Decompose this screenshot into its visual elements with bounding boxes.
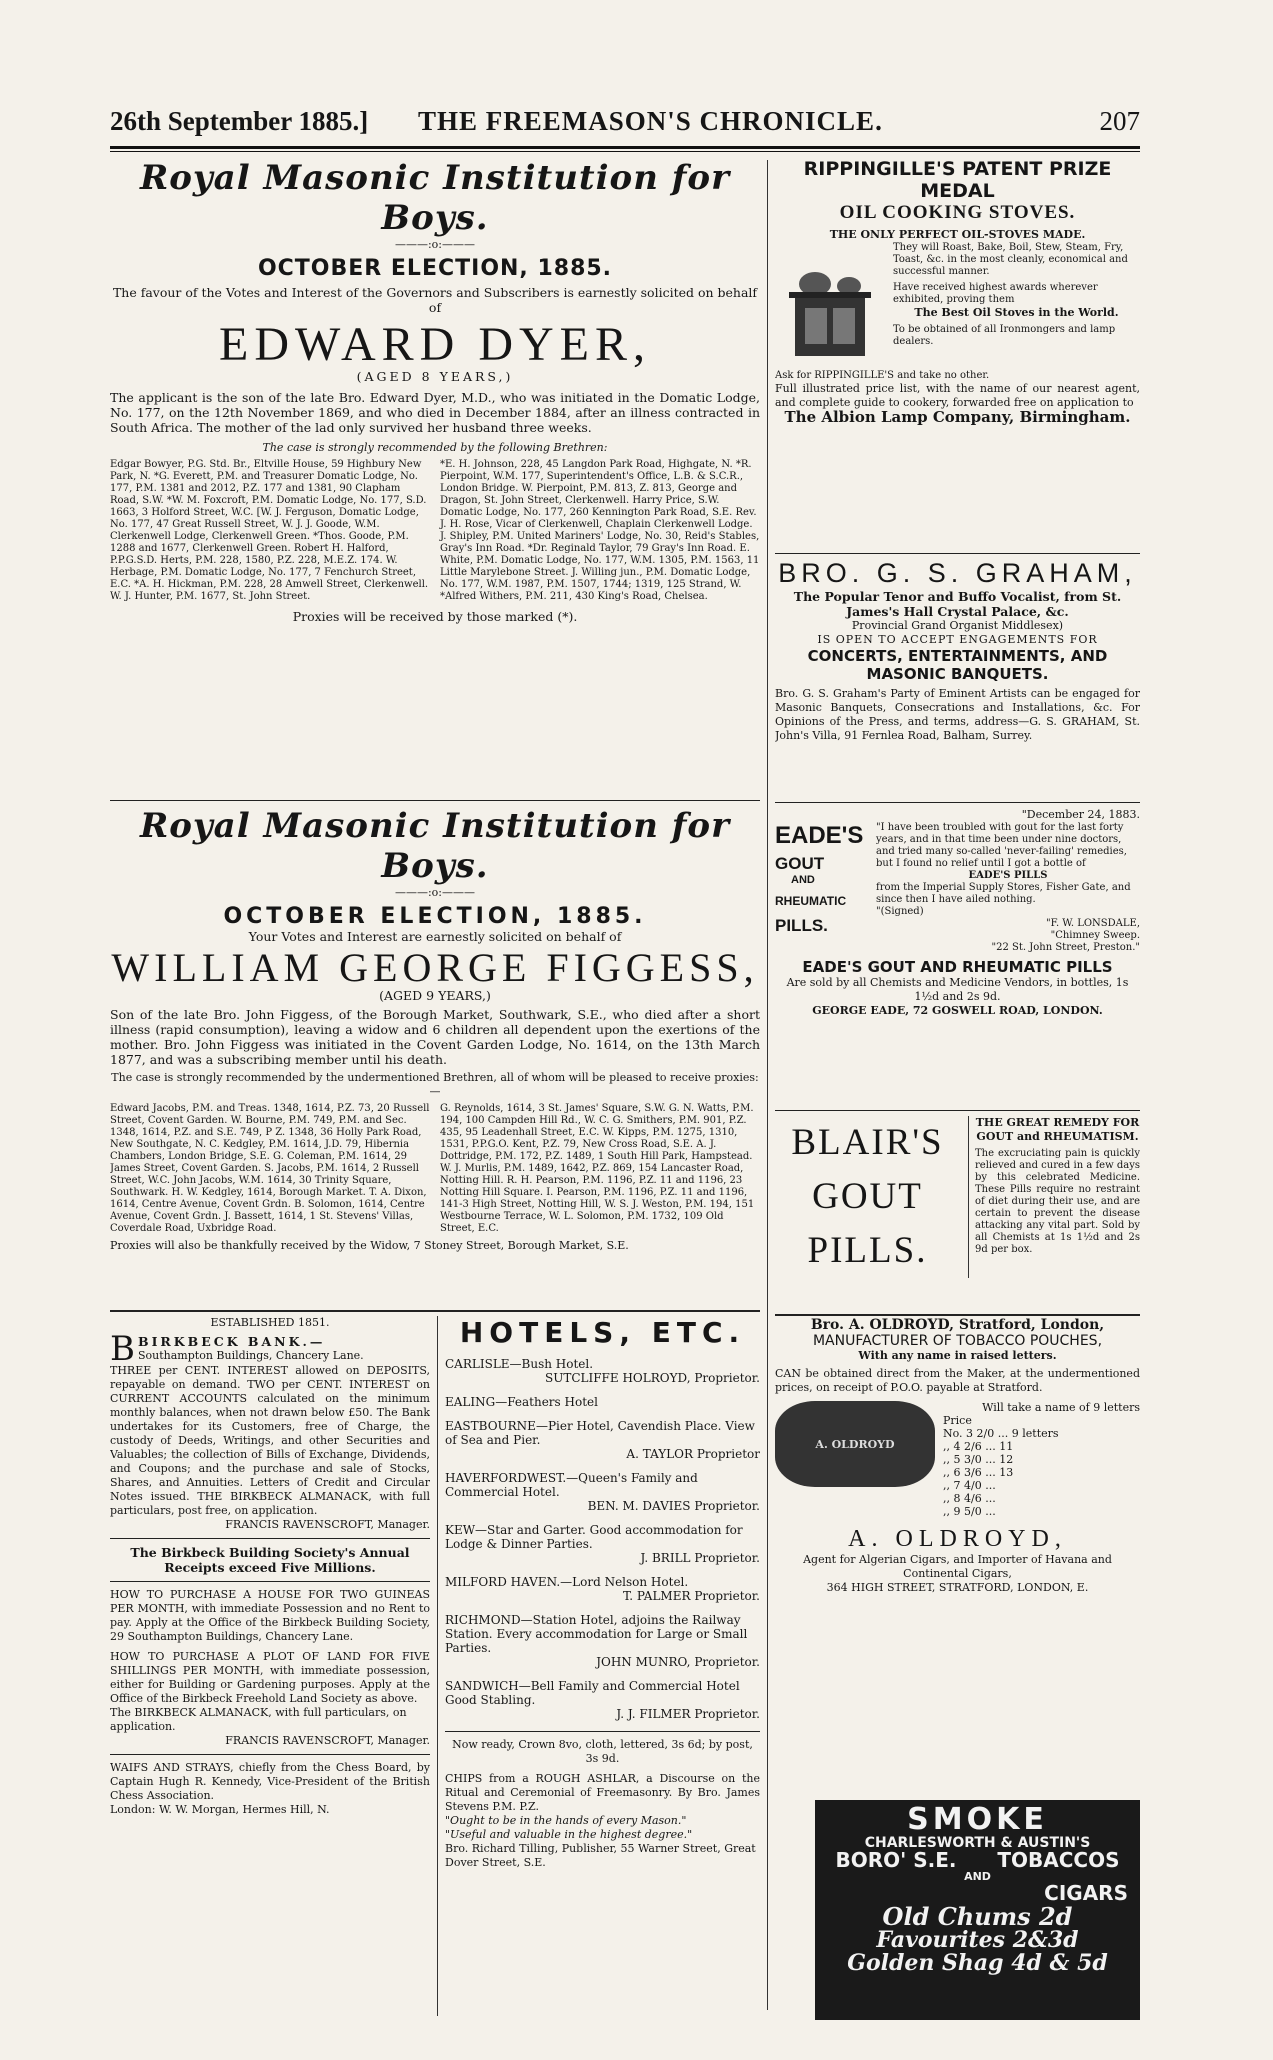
hotel-text: CARLISLE—Bush Hotel. — [445, 1357, 594, 1371]
ashlar-ad: CHIPS from a ROUGH ASHLAR, a Discourse on the Ritual and Ceremonial of Freemasonry. By Bro. James Stevens P.M. P.Z. — [445, 1772, 760, 1813]
divider: ———:o:——— — [394, 886, 476, 899]
bank-address: Southampton Buildings, Chancery Lane. — [138, 1349, 364, 1362]
manager-sign: FRANCIS RAVENSCROFT, Manager. — [225, 1734, 430, 1747]
price-value: 4/0 ... — [964, 1479, 996, 1492]
blair-remedy: THE GREAT REMEDY FOR GOUT and RHEUMATISM. — [975, 1116, 1140, 1143]
ashlar-quote: "Ought to be in the hands of every Mason." — [445, 1814, 687, 1827]
brethren-right: G. Reynolds, 1614, 3 St. James' Square, S.W. G. N. Watts, P.M. 194, 100 Campden Hill Rd., W. C. G. Smithers, P.M. 901, P.Z. 435, 95 Leadenhall Street, E.C. W. Kipps, P.M. 1275, 1310, 1531, P.P.G.O. Kent, P.Z. 79, New Cross Road, S.E. A. J. Dottridge, P.M. 172, P.Z. 1489, 1 South Hill Park, Hampstead. W. J. Murlis, P.M. 1489, 1642, P.Z. 869, 154 Lancaster Road, Notting Hill. R. H. Pearson, P.M. 1196, P.Z. 11 and 1196, 23 Notting Hill Square. I. Pearson, P.M. 1196, P.Z. 11 and 1196, 141-3 High Street, Notting Hill, W. S. J. Weston, P.M. 194, 151 Westbourne Terrace, W. L. Solomon, P.M. 1732, 109 Old Street, E.C. — [440, 1103, 755, 1234]
price-row — [943, 1479, 1140, 1492]
eade-letter-block — [876, 822, 1140, 954]
hotel-entry — [445, 1357, 760, 1385]
dropcap-b: B — [110, 1329, 135, 1369]
candidate-name: EDWARD DYER, — [219, 318, 651, 371]
society-note: The Birkbeck Building Society's Annual Receipts exceed Five Millions. — [130, 1545, 410, 1575]
boys-title: Royal Masonic Institution for Boys. — [139, 806, 731, 886]
boys-ad-figgess — [110, 806, 760, 1308]
bank-title-block — [110, 1329, 430, 1369]
house-ad: HOW TO PURCHASE A HOUSE FOR TWO GUINEAS PER MONTH, with immediate Possession and no Rent to pay. Apply at the Office of the Birkbeck Building Society, 29 Southampton Buildings, Chancery Lane. — [110, 1588, 430, 1643]
rule — [775, 553, 1140, 554]
banner-line: Old Chums 2d — [882, 1901, 1073, 1931]
hotel-proprietor: T. PALMER Proprietor. — [622, 1589, 760, 1603]
hotel-proprietor: J. BRILL Proprietor. — [640, 1551, 760, 1565]
hotel-entry — [445, 1419, 760, 1461]
hotel-entry — [445, 1679, 760, 1721]
eade-testimonial — [775, 822, 1140, 954]
banner-line: CHARLESWORTH & AUSTIN'S — [864, 1834, 1091, 1851]
hotel-text: EASTBOURNE—Pier Hotel, Cavendish Place. View of Sea and Pier. — [445, 1419, 755, 1447]
oldroyd-ad — [775, 1318, 1140, 1798]
stoves-text1: They will Roast, Bake, Boil, Stew, Steam, Fry, Toast, &c. in the most cleanly, economical and successful manner. — [893, 242, 1128, 277]
boys-title: Royal Masonic Institution for Boys. — [139, 158, 731, 238]
banner-row — [815, 1850, 1140, 1871]
banner-line: BORO' S.E. — [835, 1848, 957, 1873]
rule — [775, 802, 1140, 803]
banner-line: SMOKE — [907, 1802, 1048, 1837]
candidate-name: WILLIAM GEORGE FIGGESS, — [111, 945, 759, 990]
almanack-note: The BIRKBECK ALMANACK, with full particulars, on application. — [110, 1706, 407, 1733]
oldroyd-text: CAN be obtained direct from the Maker, at the undermentioned prices, on receipt of P.O.O. payable at Stratford. — [775, 1367, 1140, 1394]
eade-date: "December 24, 1883. — [1021, 808, 1140, 821]
waifs-ad: WAIFS AND STRAYS, chiefly from the Chess Board, by Captain Hugh R. Kennedy, Vice-President of the British Chess Association. — [110, 1761, 430, 1802]
blair-text: The excruciating pain is quickly relieved and cured in a few days by this celebrated Medicine. These Pills require no restraint of diet during their use, and are certain to prevent the disease attacking any vital part. Sold by all Chemists at 1s 1½d and 2s 9d per box. — [975, 1148, 1140, 1255]
graham-organist: Provincial Grand Organist Middlesex) — [851, 619, 1064, 632]
header-rule — [110, 146, 1140, 149]
waifs-publisher: London: W. W. Morgan, Hermes Hill, N. — [110, 1803, 330, 1816]
eade-sold: Are sold by all Chemists and Medicine Vendors, in bottles, 1s 1½d and 2s 9d. — [786, 976, 1129, 1003]
rule — [110, 1538, 430, 1539]
eade-signed: "(Signed) — [876, 906, 924, 917]
oldroyd-sub: MANUFACTURER OF TOBACCO POUCHES, — [812, 1333, 1103, 1349]
header-title: THE FREEMASON'S CHRONICLE. — [418, 106, 883, 136]
price-note: Will take a name of 9 letters — [982, 1401, 1140, 1414]
pouch-illustration — [775, 1401, 935, 1487]
eade-word: GOUT — [775, 854, 825, 873]
hotel-entry — [445, 1613, 760, 1669]
eade-word: RHEUMATIC — [775, 894, 847, 908]
candidate-age: (AGED 8 YEARS,) — [356, 369, 514, 384]
ashlar-publisher: Bro. Richard Tilling, Publisher, 55 Warner Street, Great Dover Street, S.E. — [445, 1842, 756, 1869]
oldroyd-address: 364 HIGH STREET, STRATFORD, LONDON, E. — [826, 1581, 1089, 1594]
divider: ———:o:——— — [394, 238, 476, 251]
price-value: 2/6 ... — [964, 1440, 996, 1453]
blair-word: BLAIR'S — [791, 1122, 944, 1163]
price-letters: 12 — [999, 1453, 1014, 1466]
price-no: No. 3 — [943, 1427, 974, 1440]
hotel-entry — [445, 1523, 760, 1565]
recommend-line: The case is strongly recommended by the undermentioned Brethren, all of whom will be pleased to receive proxies:— — [111, 1071, 759, 1098]
established: ESTABLISHED 1851. — [210, 1316, 330, 1329]
eade-letter2: from the Imperial Supply Stores, Fisher Gate, and since then I have ailed nothing. — [876, 882, 1131, 905]
section-rule — [110, 1310, 760, 1312]
price-no: ,, 7 — [943, 1479, 961, 1492]
graham-title: BRO. G. S. GRAHAM, — [778, 558, 1137, 588]
eade-letter: "I have been troubled with gout for the last forty years, and in that time been under nine doctors, and tried many so-called 'never-failing' remedies, but I found no relief until I got a bottle of — [876, 822, 1127, 869]
section-rule — [110, 800, 760, 801]
price-row — [943, 1466, 1140, 1479]
price-letters: 9 letters — [1011, 1427, 1059, 1440]
hotel-proprietor: BEN. M. DAVIES Proprietor. — [587, 1499, 760, 1513]
banner-line: TOBACCOS — [997, 1848, 1120, 1873]
eade-maker: GEORGE EADE, 72 GOSWELL ROAD, LONDON. — [812, 1004, 1103, 1017]
blair-layout — [775, 1116, 1140, 1278]
proxies-note: Proxies will be received by those marked (*). — [292, 609, 578, 624]
proxies-note: Proxies will also be thankfully received by the Widow, 7 Stoney Street, Borough Market, S.E. — [110, 1239, 629, 1252]
stoves-text5: Full illustrated price list, with the name of our nearest agent, and complete guide to cookery, forwarded free on application to — [775, 382, 1140, 409]
stoves-text4: Ask for RIPPINGILLE'S and take no other. — [775, 370, 990, 381]
price-value: 4/6 ... — [964, 1492, 996, 1505]
blair-ad — [775, 1116, 1140, 1312]
ashlar-quote: "Useful and valuable in the highest degree." — [445, 1828, 693, 1841]
stoves-title: RIPPINGILLE'S PATENT PRIZE MEDAL — [803, 158, 1112, 202]
hotel-proprietor: SUTCLIFFE HOLROYD, Proprietor. — [544, 1371, 760, 1385]
rule — [445, 1731, 760, 1732]
stoves-company: The Albion Lamp Company, Birmingham. — [784, 408, 1131, 426]
hotel-entry — [445, 1395, 760, 1409]
price-value: 3/0 ... — [964, 1453, 996, 1466]
favour-text: Your Votes and Interest are earnestly solicited on behalf of — [248, 929, 622, 944]
stoves-best: The Best Oil Stoves in the World. — [914, 306, 1119, 319]
price-letters: 13 — [999, 1466, 1014, 1479]
stoves-text3: To be obtained of all Ironmongers and lamp dealers. — [893, 324, 1116, 347]
candidate-age: (AGED 9 YEARS,) — [379, 988, 491, 1003]
eade-word: EADE'S — [775, 822, 864, 849]
graham-text: Bro. G. S. Graham's Party of Eminent Artists can be engaged for Masonic Banquets, Consecrations and Installations, &c. For Opinions of the Press, and terms, address—G. S. GRAHAM, St. John's Villa, 91 Fernlea Road, Balham, Surrey. — [775, 687, 1140, 742]
rule — [775, 1110, 1140, 1111]
page-header — [110, 106, 1140, 146]
hotel-proprietor: J. J. FILMER Proprietor. — [616, 1707, 760, 1721]
price-row — [943, 1505, 1140, 1518]
hotel-entry — [445, 1575, 760, 1603]
brethren-list — [110, 459, 760, 603]
hotel-entry — [445, 1471, 760, 1513]
graham-sub: The Popular Tenor and Buffo Vocalist, from St. James's Hall Crystal Palace, &c. — [793, 589, 1122, 619]
eade-pills: EADE'S PILLS — [968, 870, 1048, 881]
rule — [110, 1581, 430, 1582]
header-rule-thin — [110, 151, 1140, 152]
hotels-title: HOTELS, ETC. — [459, 1316, 746, 1349]
banner-line: Favourites 2&3d — [876, 1926, 1079, 1953]
stoves-subtitle: OIL COOKING STOVES. — [839, 202, 1076, 223]
eade-title: EADE'S GOUT AND RHEUMATIC PILLS — [802, 958, 1113, 976]
oldroyd-title: Bro. A. OLDROYD, Stratford, London, — [810, 1318, 1105, 1333]
election-heading: OCTOBER ELECTION, 1885. — [223, 904, 647, 929]
graham-open: IS OPEN TO ACCEPT ENGAGEMENTS FOR — [817, 633, 1098, 646]
brethren-left: Edward Jacobs, P.M. and Treas. 1348, 1614, P.Z. 73, 20 Russell Street, Covent Garden. W. Bourne, P.M. 749, P.M. and Sec. 1348, 1614, P.Z. and S.E. 749, P Z. 1348, 36 Holly Park Road, New Southgate, N. C. Kedgley, P.M. 1614, J.D. 79, Hibernia Chambers, London Bridge, S.E. G. Coleman, P.M. 1614, 29 James Street, Covent Garden. S. Jacobs, P.M. 1614, 2 Russell Street, W.C. John Jacobs, W.M. 1614, 30 Trinity Square, Southwark. H. W. Kedgley, 1614, Borough Market. T. A. Dixon, 1614, Centre Avenue, Covent Grdn. B. Solomon, 1614, Centre Avenue, Covent Grdn. J. Bassett, 1614, 1 St. Stevens' Villas, Coverdale Road, Uxbridge Road. — [110, 1103, 430, 1234]
hotel-text: MILFORD HAVEN.—Lord Nelson Hotel. — [445, 1575, 689, 1589]
election-heading: OCTOBER ELECTION, 1885. — [257, 256, 613, 281]
eade-name: "F. W. LONSDALE, — [1045, 918, 1140, 929]
banner-line: AND — [964, 1870, 991, 1884]
price-no: ,, 5 — [943, 1453, 961, 1466]
price-row — [943, 1440, 1140, 1453]
graham-ad — [775, 558, 1140, 798]
price-header: Price — [943, 1414, 972, 1427]
hotel-text: HAVERFORDWEST.—Queen's Family and Commercial Hotel. — [445, 1471, 698, 1499]
price-no: ,, 6 — [943, 1466, 961, 1479]
price-no: ,, 9 — [943, 1505, 961, 1518]
favour-text: The favour of the Votes and Interest of the Governors and Subscribers is earnestly solicited on behalf of — [112, 285, 758, 315]
blair-text-block — [968, 1116, 1140, 1278]
blair-words — [775, 1116, 960, 1278]
recommend-line: The case is strongly recommended by the following Brethren: — [262, 441, 608, 454]
ashlar-ready: Now ready, Crown 8vo, cloth, lettered, 3s 6d; by post, 3s 9d. — [452, 1738, 753, 1765]
hotels-ad — [445, 1316, 760, 2016]
banner-line: Golden Shag 4d & 5d — [847, 1950, 1108, 1977]
hotel-text: KEW—Star and Garter. Good accommodation for Lodge & Dinner Parties. — [445, 1523, 743, 1551]
stoves-tag: THE ONLY PERFECT OIL-STOVES MADE. — [829, 228, 1086, 241]
hotel-proprietor: A. TAYLOR Proprietor — [626, 1447, 760, 1461]
brethren-list — [110, 1103, 760, 1235]
stove-illustration — [775, 246, 885, 366]
oldroyd-name: A. OLDROYD, — [848, 1526, 1067, 1552]
price-value: 2/0 ... — [976, 1427, 1009, 1440]
tobacco-banner — [815, 1800, 1140, 2020]
price-row — [943, 1427, 1140, 1440]
eade-word: PILLS. — [775, 916, 828, 935]
hotel-list — [445, 1357, 760, 1721]
eade-word: AND — [791, 874, 815, 886]
price-row — [943, 1492, 1140, 1505]
brethren-right: *E. H. Johnson, 228, 45 Langdon Park Road, Highgate, N. *R. Pierpoint, W.M. 177, Superintendent's Office, L.B. & S.C.R., London Bridge. W. Pierpoint, P.M. 813, Z. 813, George and Dragon, St. John Street, Clerkenwell. Harry Price, S.W. Domatic Lodge, No. 177, 260 Kennington Park Road, S.E. Rev. J. H. Rose, Vicar of Clerkenwell, Chaplain Clerkenwell Lodge. J. Shipley, P.M. United Mariners' Lodge, No. 30, Reid's Stables, Gray's Inn Road. *Dr. Reginald Taylor, 79 Gray's Inn Road. E. White, P.M. Domatic Lodge, No. 177, W.M. 1305, P.M. 1563, 11 Little Marylebone Street. J. Willing jun., P.M. Domatic Lodge, No. 177, W.M. 1987, P.M. 1507, 1744; 1319, 125 Strand, W. *Alfred Withers, P.M. 211, 430 King's Road, Chelsea. — [440, 459, 760, 602]
oldroyd-agent: Agent for Algerian Cigars, and Importer of Havana and Continental Cigars, — [803, 1553, 1112, 1580]
hotel-text: RICHMOND—Station Hotel, adjoins the Railway Station. Every accommodation for Large or Small Parties. — [445, 1613, 748, 1655]
eade-words — [775, 822, 870, 954]
bank-manager: FRANCIS RAVENSCROFT, Manager. — [225, 1518, 430, 1531]
land-ad: HOW TO PURCHASE A PLOT OF LAND FOR FIVE SHILLINGS PER MONTH, with immediate possession, either for Building or Gardening purposes. Apply at the Office of the Birkbeck Freehold Land Society as above. — [110, 1650, 430, 1705]
header-date: 26th September 1885.] — [110, 106, 369, 136]
eade-ad — [775, 808, 1140, 1106]
hotel-text: EALING—Feathers Hotel — [445, 1395, 598, 1409]
oldroyd-with: With any name in raised letters. — [858, 1349, 1057, 1362]
birkbeck-ad — [110, 1316, 430, 2016]
bank-text: THREE per CENT. INTEREST allowed on DEPOSITS, repayable on demand. TWO per CENT. INTEREST on CURRENT ACCOUNTS calculated on the minimum monthly balances, when not drawn below £50. The Bank undertakes for its Customers, free of Charge, the custody of Deeds, Writings, and other Securities and Valuables; the collection of Bills of Exchange, Dividends, and Coupons; and the purchase and sale of Stocks, Shares, and Annuities. Letters of Credit and Circular Notes issued. THE BIRKBECK ALMANACK, with full particulars, post free, on application. — [110, 1364, 430, 1517]
banner-line: CIGARS — [1044, 1880, 1128, 1905]
boys-ad-dyer — [110, 158, 760, 800]
eade-addr: "22 St. John Street, Preston." — [991, 942, 1140, 953]
stoves-ad — [775, 158, 1140, 548]
bank-title: BIRKBECK BANK.— — [138, 1334, 326, 1349]
column-divider — [767, 160, 768, 2010]
hotel-text: SANDWICH—Bell Family and Commercial Hotel Good Stabling. — [445, 1679, 740, 1707]
candidate-story: Son of the late Bro. John Figgess, of the Borough Market, Southwark, S.E., who died after a short illness (rapid consumption), leaving a widow and 6 children all dependent upon the exertions of the mother. Bro. John Figgess was initiated in the Covent Garden Lodge, No. 1614, on the 13th March 1877, and was a subscribing member until his death. — [110, 1007, 760, 1067]
price-row — [943, 1453, 1140, 1466]
price-value: 3/6 ... — [964, 1466, 996, 1479]
hotel-proprietor: JOHN MUNRO, Proprietor. — [596, 1655, 760, 1669]
price-value: 5/0 ... — [964, 1505, 996, 1518]
pouch-block — [775, 1401, 1140, 1518]
brethren-left: Edgar Bowyer, P.G. Std. Br., Eltville House, 59 Highbury New Park, N. *G. Everett, P.M. and Treasurer Domatic Lodge, No. 177, P.M. 1381 and 2012, P.Z. 177 and 1381, 90 Clapham Road, S.W. *W. M. Foxcroft, P.M. Domatic Lodge, No. 177, S.D. 1663, 3 Holford Street, W.C. [W. J. Ferguson, Domatic Lodge, No. 177, 47 Great Russell Street, W. J. J. Goode, W.M. Clerkenwell Lodge, Clerkenwell Green. *Thos. Goode, P.M. 1288 and 1677, Clerkenwell Green. Robert H. Halford, P.P.G.S.D. Herts, P.M. 228, 1580, P.Z. 228, M.E.Z. 174. W. Herbage, P.M. Domatic Lodge, No. 177, 7 Fenchurch Street, E.C. *A. H. Hickman, P.M. 228, 28 Amwell Street, Clerkenwell. W. J. Hunter, P.M. 1677, St. John Street. — [110, 459, 429, 602]
blair-word: PILLS. — [807, 1230, 928, 1271]
stoves-text2: Have received highest awards wherever exhibited, proving them — [893, 282, 1098, 305]
price-table — [943, 1401, 1140, 1518]
eade-job: "Chimney Sweep. — [1050, 930, 1140, 941]
price-no: ,, 4 — [943, 1440, 961, 1453]
column-divider — [437, 1316, 438, 2016]
rule — [775, 1314, 1140, 1316]
price-no: ,, 8 — [943, 1492, 961, 1505]
rule — [110, 1754, 430, 1755]
page-number: 207 — [1099, 106, 1140, 136]
candidate-story: The applicant is the son of the late Bro. Edward Dyer, M.D., who was initiated in the Domatic Lodge, No. 177, on the 12th November 1869, and who died in December 1884, after an illness contracted in South Africa. The mother of the lad only survived her husband three weeks. — [110, 390, 760, 435]
graham-concerts: CONCERTS, ENTERTAINMENTS, AND MASONIC BANQUETS. — [807, 647, 1108, 683]
pouch-label: A. OLDROYD — [815, 1437, 895, 1451]
blair-word: GOUT — [812, 1176, 923, 1217]
price-letters: 11 — [999, 1440, 1014, 1453]
